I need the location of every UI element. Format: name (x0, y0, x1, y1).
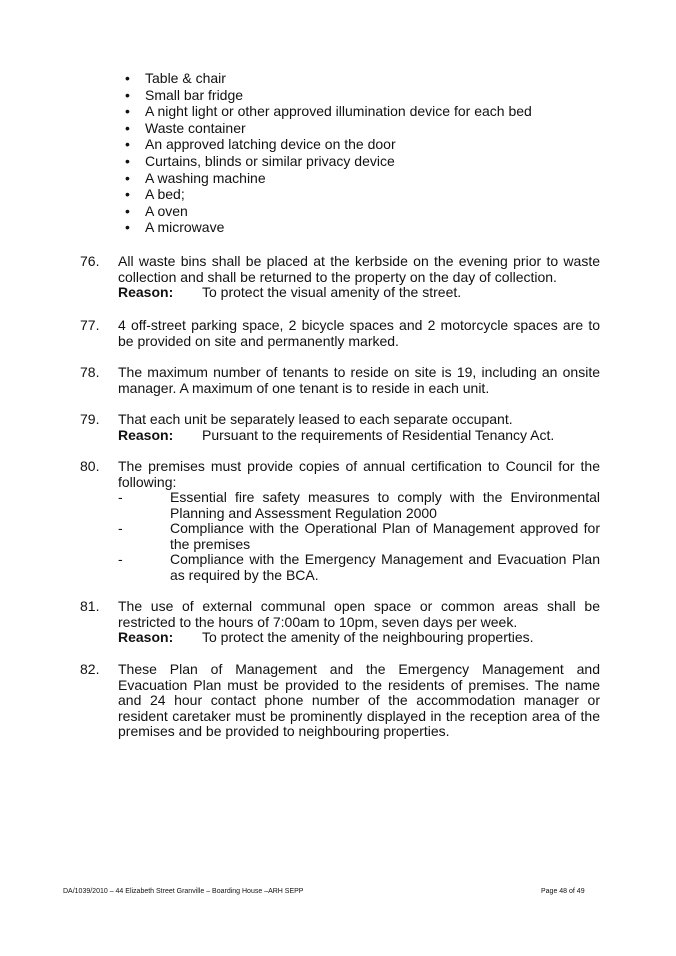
condition-76 (80, 254, 600, 301)
list-item: - Compliance with the Emergency Management and Evacuation Plan as required by the BCA. (118, 552, 600, 583)
reason-text: To protect the visual amenity of the street. (202, 284, 462, 300)
condition-80 (80, 459, 600, 583)
reason-label: Reason: (118, 426, 174, 443)
condition-number: 82. (80, 661, 100, 677)
page-number: Page 48 of 49 (541, 888, 585, 895)
certification-list (118, 490, 600, 583)
condition-number: 78. (80, 364, 100, 380)
condition-reason (118, 285, 600, 301)
list-item: • Small bar fridge (120, 87, 532, 104)
condition-number: 76. (80, 253, 100, 269)
list-item: • A washing machine (120, 170, 532, 187)
condition-number: 80. (80, 458, 100, 474)
condition-text: That each unit be separately leased to each separate occupant. (118, 411, 513, 427)
list-item: • Waste container (120, 120, 532, 137)
condition-number: 81. (80, 598, 100, 614)
reason-text: Pursuant to the requirements of Residential Tenancy Act. (202, 426, 555, 443)
condition-77 (80, 318, 600, 349)
list-item: • A microwave (120, 219, 532, 236)
reason-label: Reason: (118, 629, 174, 645)
condition-number: 77. (80, 317, 100, 333)
condition-81 (80, 599, 600, 646)
condition-reason (118, 428, 600, 444)
footer-reference: DA/1039/2010 – 44 Elizabeth Street Granville – Boarding House –ARH SEPP (63, 888, 304, 895)
facilities-bullet-list (120, 70, 532, 236)
reason-text: To protect the amenity of the neighbouring properties. (202, 629, 534, 645)
condition-reason (118, 630, 600, 646)
condition-79 (80, 412, 600, 443)
list-item: • Table & chair (120, 70, 532, 87)
list-item: • A night light or other approved illumination device for each bed (120, 103, 532, 120)
condition-text: These Plan of Management and the Emergency Management and Evacuation Plan must be provided to the residents of premises. The name and 24 hour contact phone number of the accommodation manager or resident caretaker must be prominently displayed in the reception area of the premises and be provided to neighbouring properties. (118, 661, 600, 739)
list-item: - Essential fire safety measures to comply with the Environmental Planning and Assessment Regulation 2000 (118, 490, 600, 521)
list-item: • Curtains, blinds or similar privacy device (120, 153, 532, 170)
condition-78 (80, 365, 600, 396)
reason-label: Reason: (118, 284, 174, 300)
condition-number: 79. (80, 411, 100, 427)
condition-82 (80, 662, 600, 740)
condition-text: All waste bins shall be placed at the kerbside on the evening prior to waste collection and shall be returned to the property on the day of collection. (118, 253, 600, 285)
condition-text: The maximum number of tenants to reside on site is 19, including an onsite manager. A maximum of one tenant is to reside in each unit. (118, 364, 600, 396)
list-item: • An approved latching device on the door (120, 136, 532, 153)
list-item: • A bed; (120, 186, 532, 203)
condition-text: The use of external communal open space or common areas shall be restricted to the hours of 7:00am to 10pm, seven days per week. (118, 598, 600, 630)
condition-text: 4 off-street parking space, 2 bicycle spaces and 2 motorcycle spaces are to be provided on site and permanently marked. (118, 317, 600, 349)
list-item: - Compliance with the Operational Plan of Management approved for the premises (118, 521, 600, 552)
condition-text: The premises must provide copies of annual certification to Council for the following: (118, 458, 600, 490)
list-item: • A oven (120, 203, 532, 220)
